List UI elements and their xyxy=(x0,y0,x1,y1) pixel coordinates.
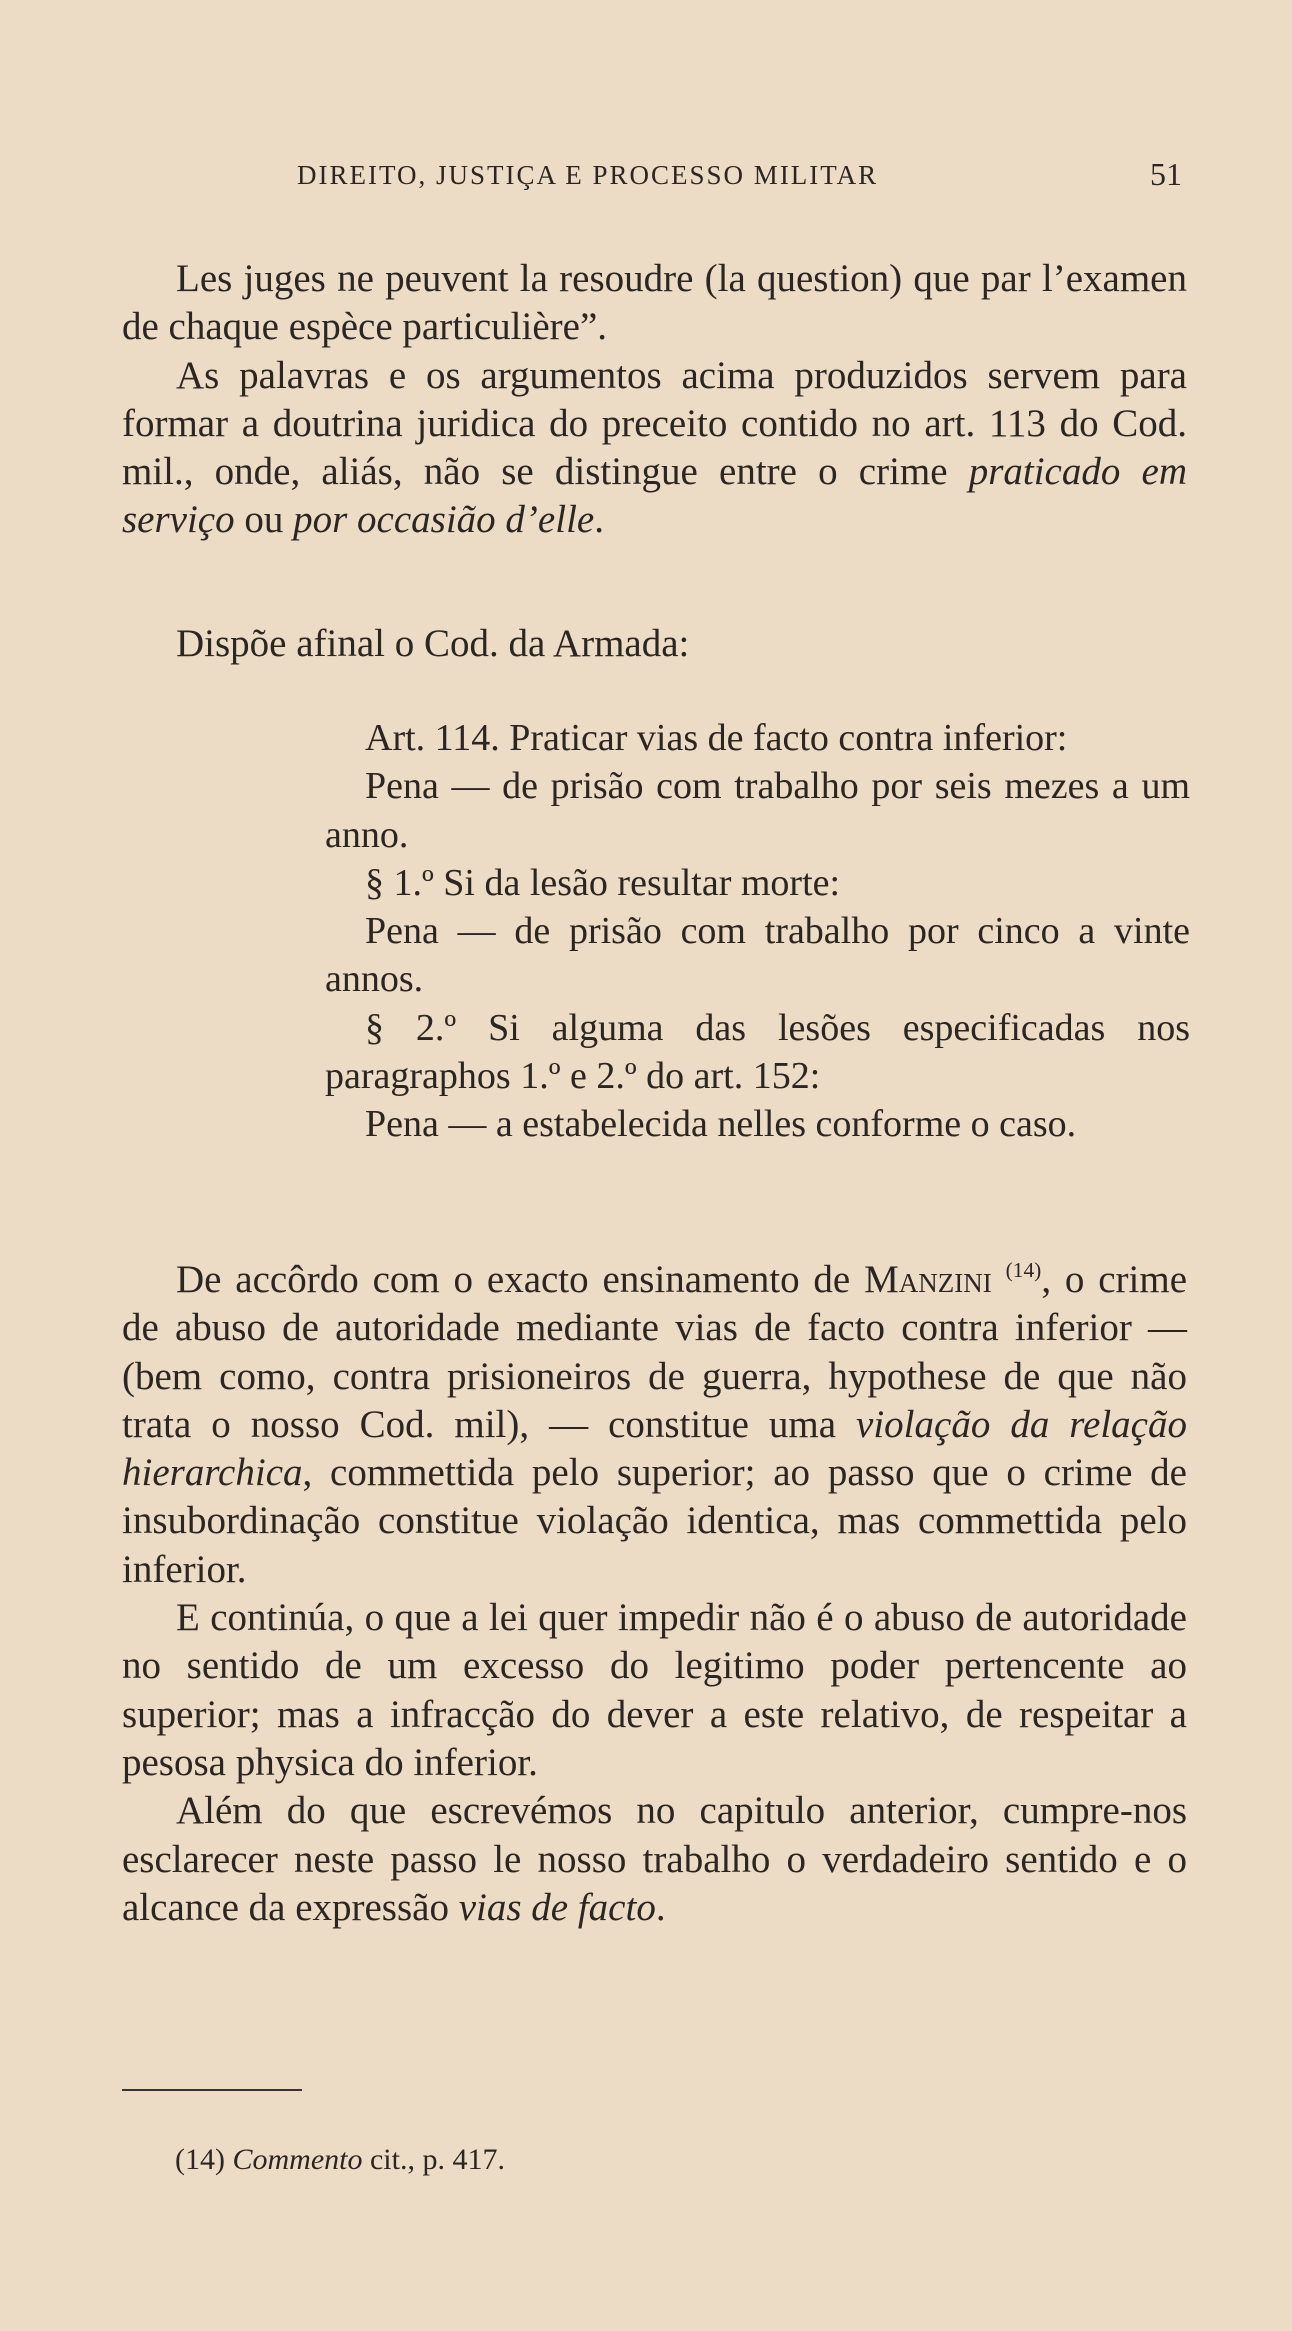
emphasis-occasiao: por occasião d’elle xyxy=(293,498,595,542)
paragraph-manzini: De accôrdo com o exacto ensinamento de Manzini $^{(14)}$, o crime de abuso de autoridade mediante vias de facto contra inferior — (bem como, contra prisioneiros de guerra, hypothese de que não trata o nosso Cod. mil), — constitue uma violação da relação hierarchica, commettida pelo superior; ao passo que o crime de insubordinação constitue violação identica, mas commettida pelo inferior. xyxy=(122,1258,1188,1591)
page-number: 51 xyxy=(1150,156,1182,192)
quote-line: § 2.º Si alguma das lesões especificadas nos paragraphos 1.º e 2.º do art. 152: xyxy=(325,1006,1190,1098)
quote-line: Pena — a estabelecida nelles conforme o caso. xyxy=(365,1103,1077,1146)
text-block-dispoe xyxy=(122,620,1187,668)
running-title: DIREITO, JUSTIÇA E PROCESSO MILITAR xyxy=(297,160,879,190)
quote-line: Art. 114. Praticar vias de facto contra inferior: xyxy=(365,717,1068,759)
footnote: (14) Commento cit., p. 417. xyxy=(175,2143,505,2176)
text-block-top xyxy=(122,255,1187,545)
running-header xyxy=(297,156,1182,192)
quote-line: § 1.º Si da lesão resultar morte: xyxy=(365,861,841,904)
quoted-article xyxy=(325,714,1190,1149)
footnote-reference: (14) xyxy=(1005,1258,1042,1282)
paragraph-continua: E continúa, o que a lei quer impedir não é o abuso de autoridade no sentido de um excesso do legitimo poder pertencente ao superior; mas a infracção do dever a este relativo, de respeitar a pesosa physica do inferior. xyxy=(122,1596,1187,1784)
emphasis-vias-de-facto: vias de facto xyxy=(458,1885,656,1929)
footnote-work: Commento xyxy=(232,2143,363,2176)
paragraph-dispoe: Dispõe afinal o Cod. da Armada: xyxy=(176,622,690,665)
paragraph-doctrine: As palavras e os argumentos acima produzidos servem para formar a doutrina juridica do preceito contido no art. 113 do Cod. mil., onde, aliás, não se distingue entre o crime praticado em serviço ou por occasião d’elle. xyxy=(122,353,1187,542)
emphasis-violacao: violação da relação hierarchica xyxy=(122,1402,1187,1495)
footnote-marker: (14) xyxy=(175,2143,225,2176)
quote-line: Pena — de prisão com trabalho por cinco a vinte annos. xyxy=(325,910,1190,1001)
author-name: Manzini xyxy=(864,1258,992,1301)
paragraph-alem: Além do que escrevémos no capitulo anterior, cumpre-nos esclarecer neste passo le nosso trabalho o verdadeiro sentido e o alcance da expressão vias de facto. xyxy=(122,1789,1187,1929)
text-block-bottom xyxy=(122,1256,1187,1932)
quote-line: Pena — de prisão com trabalho por seis mezes a um anno. xyxy=(325,765,1190,856)
emphasis-praticado: praticado em serviço xyxy=(122,450,1187,542)
paragraph-french-quote: Les juges ne peuvent la resoudre (la question) que par l’examen de chaque espèce particulière”. xyxy=(122,257,1187,349)
footnote-rule xyxy=(122,2089,302,2091)
